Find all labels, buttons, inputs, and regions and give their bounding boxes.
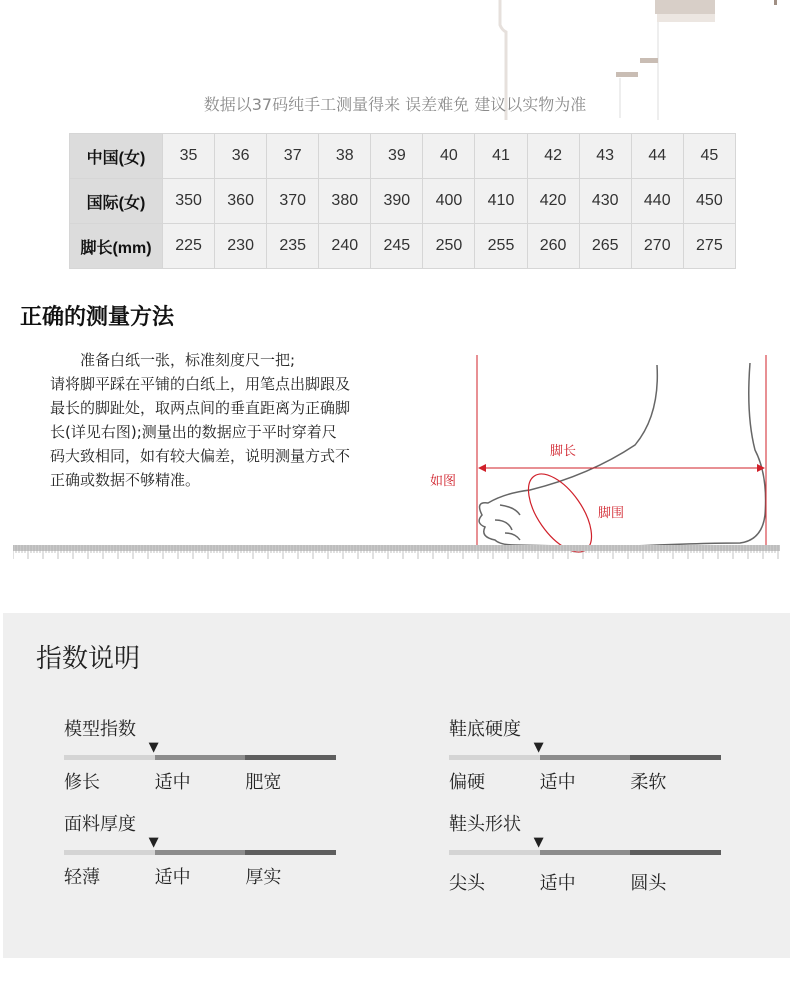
indicator-option: 适中 [539, 772, 576, 793]
row-header: 中国(女) [70, 134, 163, 179]
size-cell: 39 [371, 134, 423, 179]
marker-triangle-icon: ▼ [533, 740, 544, 755]
indicator-label: 鞋底硬度 [449, 719, 521, 740]
size-cell: 255 [475, 224, 527, 269]
indicator-3 [64, 810, 336, 889]
size-cell: 260 [527, 224, 579, 269]
size-cell: 250 [423, 224, 475, 269]
indicator-scale-bar [449, 850, 721, 855]
size-cell: 270 [631, 224, 683, 269]
indicator-scale-bar [64, 850, 336, 855]
size-cell: 410 [475, 179, 527, 224]
indicator-2 [449, 715, 721, 794]
size-cell: 40 [423, 134, 475, 179]
size-cell: 265 [579, 224, 631, 269]
size-cell: 36 [215, 134, 267, 179]
indicator-4 [449, 810, 721, 895]
instruction-first-line: 准备白纸一张，标准刻度尺一把; [80, 351, 296, 369]
size-cell: 275 [683, 224, 735, 269]
size-cell: 240 [319, 224, 371, 269]
size-cell: 450 [683, 179, 735, 224]
as-shown-label: 如图 [430, 474, 457, 489]
indicator-label: 模型指数 [64, 719, 136, 740]
size-cell: 370 [267, 179, 319, 224]
indicator-option: 厚实 [245, 867, 282, 888]
size-cell: 400 [423, 179, 475, 224]
row-header: 脚长(mm) [70, 224, 163, 269]
size-cell: 38 [319, 134, 371, 179]
foot-measure-diagram [420, 355, 790, 565]
indicator-option: 修长 [64, 772, 100, 793]
indicator-option: 适中 [154, 772, 191, 793]
row-header: 国际(女) [70, 179, 163, 224]
size-cell: 35 [163, 134, 215, 179]
size-row [70, 179, 736, 224]
ruler-graphic [13, 545, 780, 561]
marker-triangle-icon: ▼ [148, 835, 159, 850]
marker-triangle-icon: ▼ [533, 835, 544, 850]
section-title-measure: 正确的测量方法 [20, 305, 175, 330]
size-cell: 235 [267, 224, 319, 269]
indicator-label: 面料厚度 [64, 814, 136, 835]
indicator-scale-bar [449, 755, 721, 760]
size-cell: 37 [267, 134, 319, 179]
indicator-option: 轻薄 [64, 867, 100, 888]
size-cell: 440 [631, 179, 683, 224]
indicator-option: 柔软 [630, 772, 667, 793]
size-cell: 42 [527, 134, 579, 179]
indicator-scale-bar [64, 755, 336, 760]
size-row [70, 134, 736, 179]
size-cell: 430 [579, 179, 631, 224]
marker-triangle-icon: ▼ [148, 740, 159, 755]
instruction-body: 请将脚平踩在平铺的白纸上，用笔点出脚跟及最长的脚趾处，取两点间的垂直距离为正确脚长(详见右图);测量出的数据应于平时穿着尺码大致相同，如有较大偏差，说明测量方式不正确或数据不够精准。 [50, 375, 351, 489]
index-panel-title: 指数说明 [36, 644, 141, 674]
measure-instructions [50, 348, 350, 492]
indicator-option: 适中 [154, 867, 191, 888]
indicator-option: 适中 [539, 873, 576, 894]
size-cell: 350 [163, 179, 215, 224]
indicator-option: 圆头 [630, 873, 667, 894]
indicator-option: 偏硬 [449, 772, 485, 793]
foot-length-label: 脚长 [550, 444, 577, 459]
size-cell: 245 [371, 224, 423, 269]
size-cell: 380 [319, 179, 371, 224]
size-cell: 225 [163, 224, 215, 269]
size-cell: 360 [215, 179, 267, 224]
size-cell: 230 [215, 224, 267, 269]
measurement-disclaimer: 数据以37码纯手工测量得来 误差难免 建议以实物为准 [203, 95, 587, 114]
indicator-option: 肥宽 [245, 772, 282, 793]
size-row [70, 224, 736, 269]
indicator-option: 尖头 [449, 873, 485, 894]
indicator-label: 鞋头形状 [449, 814, 521, 835]
size-cell: 390 [371, 179, 423, 224]
size-chart-table [69, 133, 736, 269]
size-cell: 44 [631, 134, 683, 179]
size-cell: 420 [527, 179, 579, 224]
size-cell: 41 [475, 134, 527, 179]
foot-girth-label: 脚围 [598, 506, 625, 521]
size-cell: 45 [683, 134, 735, 179]
indicator-1 [64, 715, 336, 794]
size-cell: 43 [579, 134, 631, 179]
